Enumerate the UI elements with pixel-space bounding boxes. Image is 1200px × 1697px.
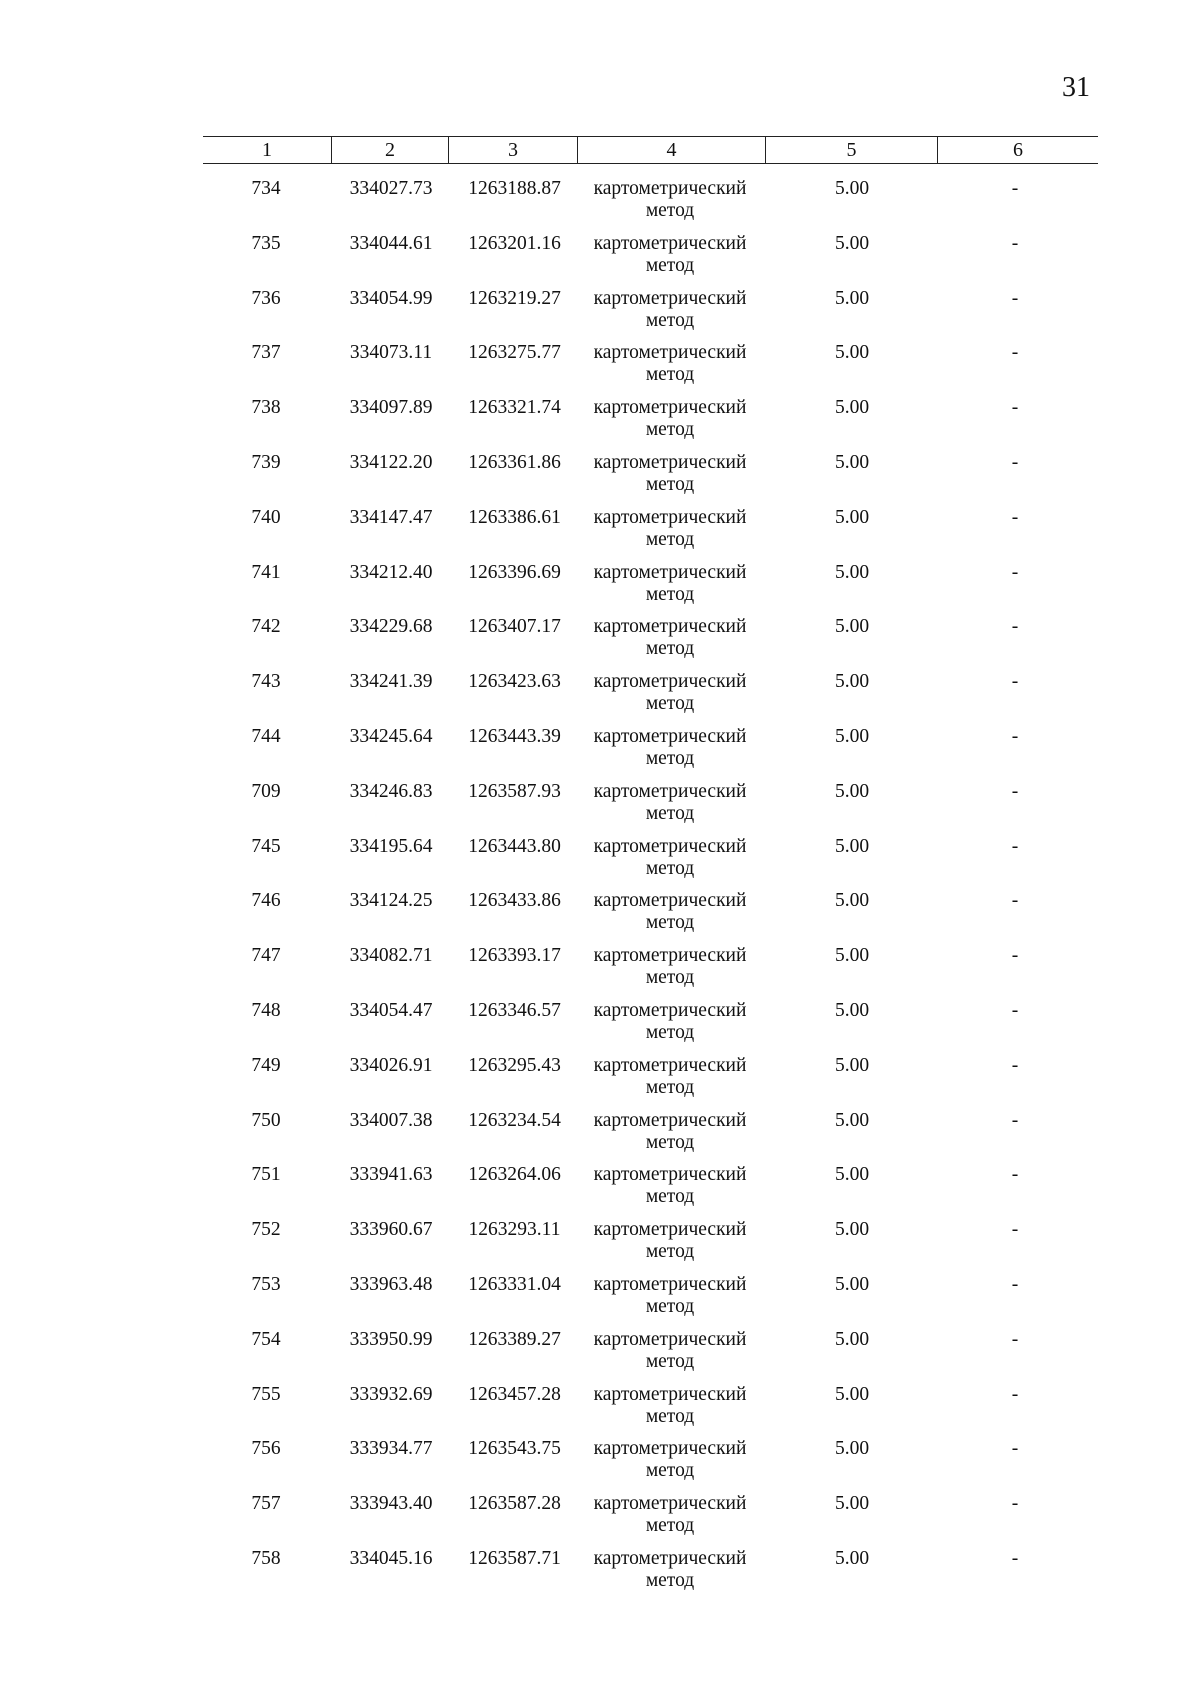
note: - [1011, 1164, 1019, 1186]
method [574, 288, 766, 332]
coord-x: 333943.40 [349, 1493, 433, 1515]
coord-x: 334122.20 [349, 451, 433, 473]
table-row [0, 836, 1200, 891]
accuracy: 5.00 [834, 232, 870, 254]
point-number: 753 [251, 1273, 281, 1295]
method-line-1: картометрический [593, 1438, 747, 1460]
method-line-1: картометрический [593, 561, 747, 583]
coord-y: 1263396.69 [468, 561, 561, 583]
method [574, 890, 766, 934]
method-line-1: картометрический [593, 1383, 747, 1405]
point-number: 750 [251, 1109, 281, 1131]
coord-x: 334026.91 [349, 1054, 433, 1076]
coord-x: 333932.69 [349, 1383, 433, 1405]
method-line-2: метод [645, 1405, 695, 1427]
table-row [0, 178, 1200, 233]
coord-x: 334097.89 [349, 397, 433, 419]
accuracy: 5.00 [834, 342, 870, 364]
table-row [0, 1438, 1200, 1493]
method [574, 1438, 766, 1482]
coord-y: 1263443.80 [468, 835, 561, 857]
coord-x: 334044.61 [349, 232, 433, 254]
method-line-2: метод [645, 1186, 695, 1208]
table-row [0, 1164, 1200, 1219]
method-line-2: метод [645, 802, 695, 824]
point-number: 758 [251, 1547, 281, 1569]
note: - [1011, 451, 1019, 473]
coord-x: 334027.73 [349, 178, 433, 199]
method-line-1: картометрический [593, 1328, 747, 1350]
method-line-1: картометрический [593, 1109, 747, 1131]
method-line-2: метод [645, 1076, 695, 1098]
table-row [0, 233, 1200, 288]
method-line-2: метод [645, 1295, 695, 1317]
table-row [0, 1000, 1200, 1055]
point-number: 737 [251, 342, 281, 364]
method-line-2: метод [645, 1021, 695, 1043]
table-row [0, 507, 1200, 562]
method-line-2: метод [645, 528, 695, 550]
method-line-1: картометрический [593, 1493, 747, 1515]
coord-y: 1263587.28 [468, 1493, 561, 1515]
table-row [0, 397, 1200, 452]
note: - [1011, 1219, 1019, 1241]
point-number: 709 [251, 780, 281, 802]
method-line-1: картометрический [593, 999, 747, 1021]
accuracy: 5.00 [834, 1219, 870, 1241]
coord-y: 1263361.86 [468, 451, 561, 473]
coord-y: 1263295.43 [468, 1054, 561, 1076]
accuracy: 5.00 [834, 287, 870, 309]
coord-y: 1263331.04 [468, 1273, 561, 1295]
method [574, 178, 766, 222]
table-row [0, 1493, 1200, 1548]
method [574, 836, 766, 880]
note: - [1011, 616, 1019, 638]
method-line-1: картометрический [593, 287, 747, 309]
point-number: 740 [251, 506, 281, 528]
coord-y: 1263443.39 [468, 725, 561, 747]
method [574, 507, 766, 551]
accuracy: 5.00 [834, 506, 870, 528]
accuracy: 5.00 [834, 616, 870, 638]
accuracy: 5.00 [834, 178, 870, 199]
table-row [0, 562, 1200, 617]
point-number: 739 [251, 451, 281, 473]
method-line-1: картометрический [593, 1273, 747, 1295]
note: - [1011, 945, 1019, 967]
coord-y: 1263201.16 [468, 232, 561, 254]
coord-y: 1263275.77 [468, 342, 561, 364]
accuracy: 5.00 [834, 397, 870, 419]
point-number: 754 [251, 1328, 281, 1350]
method-line-1: картометрический [593, 890, 747, 912]
coord-x: 334054.47 [349, 999, 433, 1021]
method [574, 397, 766, 441]
note: - [1011, 1273, 1019, 1295]
point-number: 755 [251, 1383, 281, 1405]
table-row [0, 1110, 1200, 1165]
method-line-1: картометрический [593, 671, 747, 693]
coord-y: 1263321.74 [468, 397, 561, 419]
method-line-1: картометрический [593, 945, 747, 967]
accuracy: 5.00 [834, 1328, 870, 1350]
method-line-2: метод [645, 1131, 695, 1153]
note: - [1011, 780, 1019, 802]
method-line-1: картометрический [593, 1054, 747, 1076]
coord-y: 1263264.06 [468, 1164, 561, 1186]
coord-x: 334124.25 [349, 890, 433, 912]
accuracy: 5.00 [834, 1383, 870, 1405]
coord-x: 333934.77 [349, 1438, 433, 1460]
coord-x: 334147.47 [349, 506, 433, 528]
accuracy: 5.00 [834, 835, 870, 857]
note: - [1011, 1054, 1019, 1076]
method [574, 945, 766, 989]
point-number: 747 [251, 945, 281, 967]
table-row [0, 452, 1200, 507]
accuracy: 5.00 [834, 999, 870, 1021]
method-line-2: метод [645, 419, 695, 441]
table-row [0, 1219, 1200, 1274]
method-line-2: метод [645, 364, 695, 386]
coord-y: 1263389.27 [468, 1328, 561, 1350]
table-row [0, 945, 1200, 1000]
method-line-2: метод [645, 912, 695, 934]
accuracy: 5.00 [834, 561, 870, 583]
coord-y: 1263188.87 [468, 178, 561, 199]
method [574, 452, 766, 496]
header-col-6: 6 [937, 137, 1098, 163]
note: - [1011, 232, 1019, 254]
table-row [0, 1274, 1200, 1329]
note: - [1011, 890, 1019, 912]
coord-y: 1263293.11 [468, 1219, 561, 1241]
point-number: 736 [251, 287, 281, 309]
method-line-1: картометрический [593, 1547, 747, 1569]
coord-x: 334212.40 [349, 561, 433, 583]
accuracy: 5.00 [834, 1164, 870, 1186]
accuracy: 5.00 [834, 1438, 870, 1460]
coord-x: 334007.38 [349, 1109, 433, 1131]
note: - [1011, 1493, 1019, 1515]
method [574, 781, 766, 825]
method [574, 1110, 766, 1154]
method-line-1: картометрический [593, 616, 747, 638]
method-line-1: картометрический [593, 506, 747, 528]
accuracy: 5.00 [834, 1493, 870, 1515]
method [574, 726, 766, 770]
method [574, 342, 766, 386]
point-number: 746 [251, 890, 281, 912]
coord-x: 334245.64 [349, 725, 433, 747]
coord-x: 334246.83 [349, 780, 433, 802]
method-line-2: метод [645, 1350, 695, 1372]
note: - [1011, 1383, 1019, 1405]
method [574, 1384, 766, 1428]
note: - [1011, 561, 1019, 583]
point-number: 756 [251, 1438, 281, 1460]
accuracy: 5.00 [834, 945, 870, 967]
method-line-1: картометрический [593, 780, 747, 802]
note: - [1011, 1328, 1019, 1350]
accuracy: 5.00 [834, 725, 870, 747]
table-row [0, 1384, 1200, 1439]
table-row [0, 781, 1200, 836]
accuracy: 5.00 [834, 1054, 870, 1076]
coord-x: 334229.68 [349, 616, 433, 638]
method-line-2: метод [645, 1515, 695, 1537]
coord-y: 1263587.93 [468, 780, 561, 802]
table-row [0, 890, 1200, 945]
header-col-2: 2 [331, 137, 448, 163]
coord-x: 333941.63 [349, 1164, 433, 1186]
method-line-2: метод [645, 583, 695, 605]
method [574, 562, 766, 606]
method-line-1: картометрический [593, 232, 747, 254]
method [574, 1548, 766, 1592]
coord-x: 333963.48 [349, 1273, 433, 1295]
coord-x: 334082.71 [349, 945, 433, 967]
method-line-2: метод [645, 473, 695, 495]
method-line-1: картометрический [593, 1164, 747, 1186]
method-line-2: метод [645, 200, 695, 221]
table-row [0, 671, 1200, 726]
note: - [1011, 999, 1019, 1021]
method-line-1: картометрический [593, 397, 747, 419]
accuracy: 5.00 [834, 671, 870, 693]
note: - [1011, 1547, 1019, 1569]
point-number: 745 [251, 835, 281, 857]
table-row [0, 1329, 1200, 1384]
point-number: 757 [251, 1493, 281, 1515]
note: - [1011, 1438, 1019, 1460]
method-line-2: метод [645, 857, 695, 879]
point-number: 751 [251, 1164, 281, 1186]
note: - [1011, 1109, 1019, 1131]
method [574, 1164, 766, 1208]
coord-y: 1263433.86 [468, 890, 561, 912]
note: - [1011, 835, 1019, 857]
point-number: 749 [251, 1054, 281, 1076]
note: - [1011, 671, 1019, 693]
method-line-2: метод [645, 1569, 695, 1591]
accuracy: 5.00 [834, 1109, 870, 1131]
method [574, 1219, 766, 1263]
coord-y: 1263386.61 [468, 506, 561, 528]
method-line-2: метод [645, 1241, 695, 1263]
accuracy: 5.00 [834, 1273, 870, 1295]
point-number: 734 [251, 178, 281, 199]
table-row [0, 342, 1200, 397]
point-number: 741 [251, 561, 281, 583]
header-col-4: 4 [577, 137, 765, 163]
note: - [1011, 725, 1019, 747]
point-number: 742 [251, 616, 281, 638]
table-row [0, 726, 1200, 781]
header-col-3: 3 [448, 137, 577, 163]
coord-y: 1263457.28 [468, 1383, 561, 1405]
method-line-2: метод [645, 967, 695, 989]
coord-y: 1263346.57 [468, 999, 561, 1021]
point-number: 752 [251, 1219, 281, 1241]
coord-x: 333950.99 [349, 1328, 433, 1350]
method-line-1: картометрический [593, 725, 747, 747]
coord-y: 1263407.17 [468, 616, 561, 638]
header-col-1: 1 [262, 139, 272, 161]
accuracy: 5.00 [834, 780, 870, 802]
coord-x: 334073.11 [349, 342, 433, 364]
method [574, 616, 766, 660]
coord-y: 1263234.54 [468, 1109, 561, 1131]
method-line-2: метод [645, 638, 695, 660]
method-line-1: картометрический [593, 178, 747, 199]
method-line-1: картометрический [593, 451, 747, 473]
method-line-2: метод [645, 254, 695, 276]
method [574, 1000, 766, 1044]
coord-y: 1263393.17 [468, 945, 561, 967]
point-number: 743 [251, 671, 281, 693]
point-number: 738 [251, 397, 281, 419]
point-number: 748 [251, 999, 281, 1021]
accuracy: 5.00 [834, 1547, 870, 1569]
table-body [0, 178, 1200, 1603]
point-number: 744 [251, 725, 281, 747]
method [574, 1493, 766, 1537]
note: - [1011, 506, 1019, 528]
method [574, 1329, 766, 1373]
note: - [1011, 342, 1019, 364]
page-number: 31 [1062, 72, 1090, 103]
coord-x: 334241.39 [349, 671, 433, 693]
method [574, 671, 766, 715]
table-row [0, 288, 1200, 343]
coord-x: 333960.67 [349, 1219, 433, 1241]
method [574, 1055, 766, 1099]
coord-y: 1263587.71 [468, 1547, 561, 1569]
table-row [0, 1055, 1200, 1110]
header-col-5: 5 [765, 137, 937, 163]
coord-y: 1263423.63 [468, 671, 561, 693]
point-number: 735 [251, 232, 281, 254]
note: - [1011, 287, 1019, 309]
method-line-1: картометрический [593, 1219, 747, 1241]
method-line-2: метод [645, 747, 695, 769]
method-line-2: метод [645, 693, 695, 715]
method-line-1: картометрический [593, 835, 747, 857]
note: - [1011, 178, 1019, 199]
coord-y: 1263219.27 [468, 287, 561, 309]
method-line-2: метод [645, 1460, 695, 1482]
coord-y: 1263543.75 [468, 1438, 561, 1460]
method-line-1: картометрический [593, 342, 747, 364]
coord-x: 334195.64 [349, 835, 433, 857]
table-header [203, 136, 1098, 164]
accuracy: 5.00 [834, 451, 870, 473]
method [574, 1274, 766, 1318]
method-line-2: метод [645, 309, 695, 331]
table-row [0, 616, 1200, 671]
table-row [0, 1548, 1200, 1603]
method [574, 233, 766, 277]
accuracy: 5.00 [834, 890, 870, 912]
coord-x: 334045.16 [349, 1547, 433, 1569]
coord-x: 334054.99 [349, 287, 433, 309]
note: - [1011, 397, 1019, 419]
